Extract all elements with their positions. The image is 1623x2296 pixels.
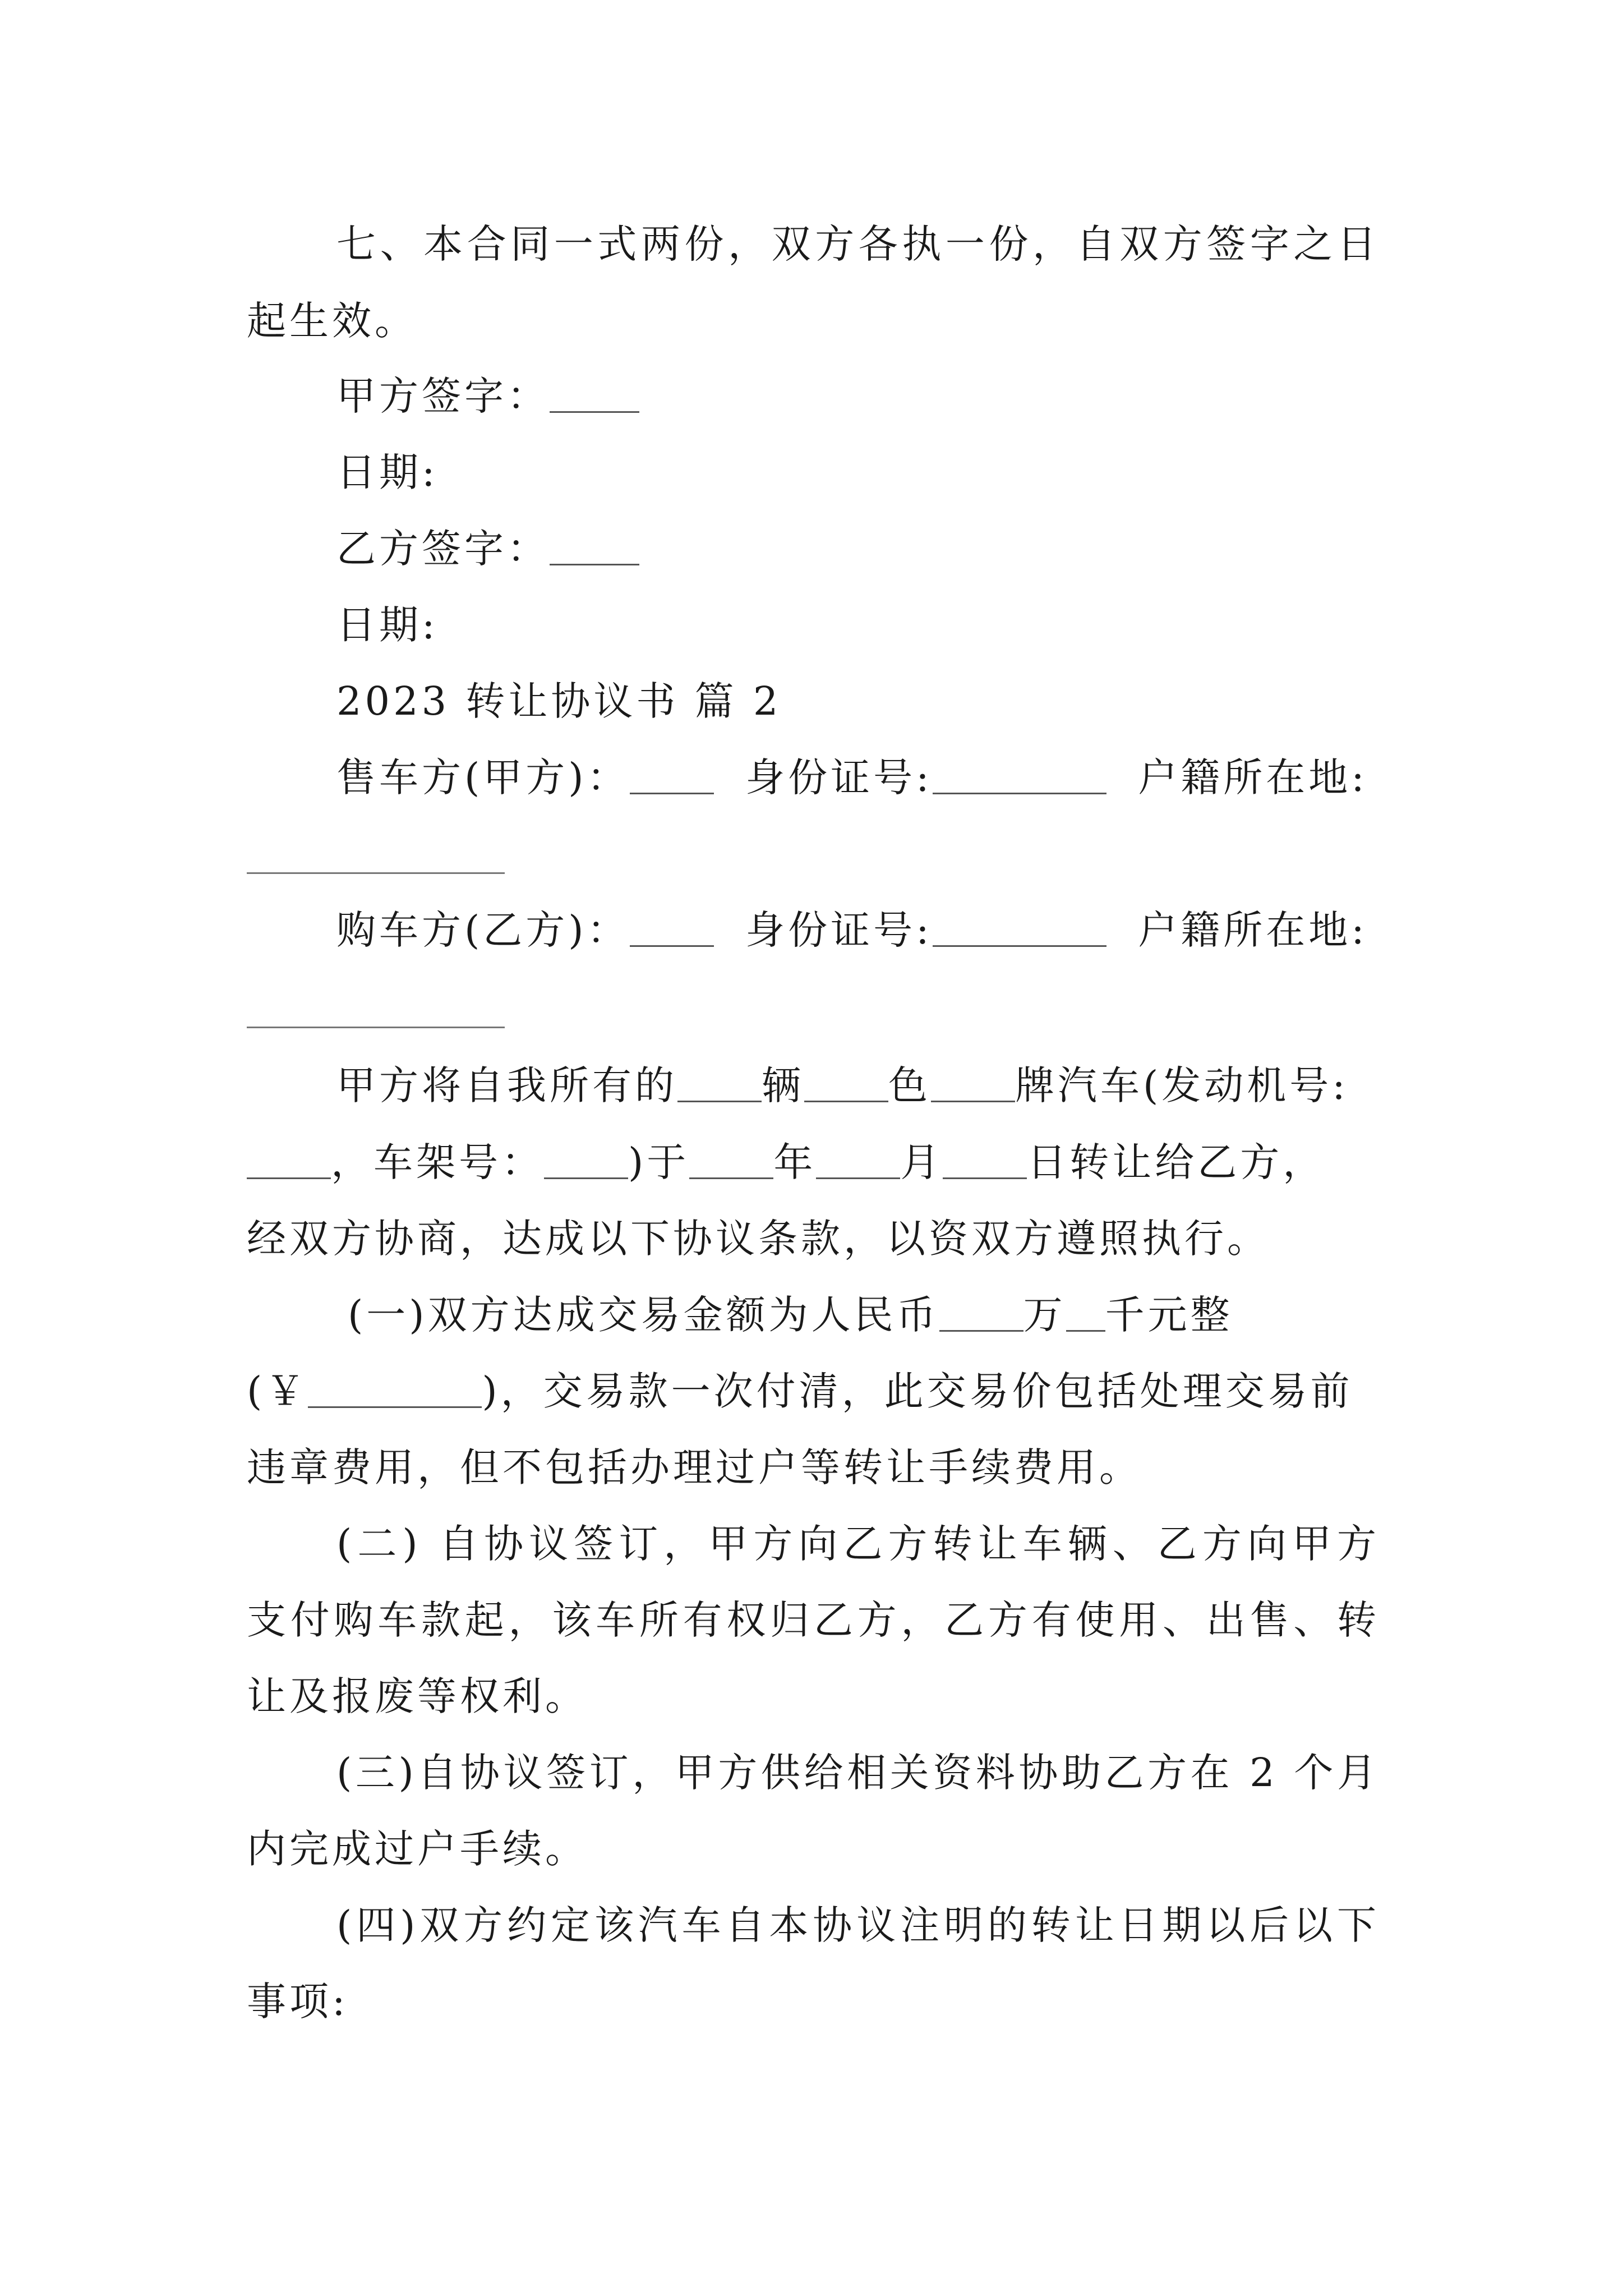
- vehicle-line-2: [247, 1134, 1325, 1190]
- qian-label: 千元整: [1105, 1292, 1233, 1338]
- seller-name-blank: [630, 753, 714, 794]
- year-blank: [689, 1138, 773, 1179]
- party-a-date-label: 日期:: [336, 449, 439, 495]
- buyer-id-label: 身份证号:: [745, 907, 933, 953]
- clause-4-line-2: 事项:: [247, 1978, 349, 2024]
- section-title: 2023 转让协议书 篇 2: [336, 678, 782, 724]
- party-b-signature-label: 乙方签字：: [336, 526, 550, 572]
- clause-3-line-1: (三)自协议签订，甲方供给相关资料协助乙方在 2 个月: [336, 1750, 1380, 1796]
- seller-residence-label: 户籍所在地:: [1138, 754, 1368, 800]
- amount-qian-blank: [1066, 1291, 1105, 1332]
- party-b-date-label: 日期:: [336, 602, 439, 648]
- clause-1-line-3: 违章费用，但不包括办理过户等转让手续费用。: [247, 1444, 1142, 1490]
- seller-id-blank: [933, 753, 1106, 794]
- vehicle-unit: 辆: [762, 1062, 804, 1108]
- seller-residence-blank: [247, 872, 505, 874]
- clause-1-text: (一)双方达成交易金额为人民币: [348, 1292, 939, 1338]
- vehicle-color-label: 色: [888, 1062, 931, 1108]
- seller-id-label: 身份证号:: [745, 754, 933, 800]
- frame-number-blank: [544, 1138, 628, 1179]
- clause-1-line-1: [348, 1287, 1233, 1343]
- amount-wan-blank: [939, 1291, 1023, 1332]
- month-label: 月: [900, 1139, 943, 1185]
- buyer-residence-label: 户籍所在地:: [1138, 907, 1368, 953]
- vehicle-brand-blank: [931, 1061, 1015, 1102]
- frame-number-label: ，车架号：: [331, 1139, 544, 1185]
- year-label: 年: [773, 1139, 817, 1185]
- vehicle-color-blank: [804, 1061, 888, 1102]
- agreement-intro: 经双方协商，达成以下协议条款，以资双方遵照执行。: [247, 1216, 1270, 1262]
- buyer-id-blank: [933, 906, 1106, 947]
- clause-2-line-1: (二) 自协议签订，甲方向乙方转让车辆、乙方向甲方: [336, 1521, 1380, 1567]
- party-b-signature-line: [336, 521, 639, 577]
- party-a-signature-blank: [550, 372, 639, 413]
- day-blank: [943, 1138, 1027, 1179]
- clause-1-line-2: [247, 1363, 1353, 1419]
- buyer-residence-blank: [247, 1027, 505, 1028]
- vehicle-count-blank: [677, 1061, 762, 1102]
- wan-label: 万: [1023, 1292, 1066, 1338]
- clause-7-line-1: 七、本合同一式两份，双方各执一份，自双方签字之日: [336, 221, 1380, 267]
- clause-1-text-2: )，交易款一次付清，此交易价包括处理交易前: [482, 1368, 1353, 1414]
- buyer-label: 购车方(乙方)：: [336, 907, 630, 953]
- buyer-info-line: [336, 902, 1368, 958]
- amount-number-blank: [308, 1367, 482, 1408]
- vehicle-line-1: [336, 1057, 1349, 1114]
- party-a-signature-line: [336, 368, 639, 424]
- seller-info-line: [336, 749, 1368, 806]
- yuan-symbol: (￥: [247, 1368, 308, 1414]
- month-blank: [816, 1138, 900, 1179]
- clause-4-line-1: (四)双方约定该汽车自本协议注明的转让日期以后以下: [336, 1902, 1380, 1948]
- clause-2-line-3: 让及报废等权利。: [247, 1673, 588, 1719]
- party-a-signature-label: 甲方签字：: [336, 373, 550, 419]
- clause-2-line-2: 支付购车款起，该车所有权归乙方，乙方有使用、出售、转: [247, 1597, 1380, 1643]
- seller-label: 售车方(甲方)：: [336, 754, 630, 800]
- transfer-to-label: 日转让给乙方，: [1027, 1139, 1326, 1185]
- vehicle-text-1: 甲方将自我所有的: [336, 1062, 677, 1108]
- transfer-on-label: )于: [628, 1139, 690, 1185]
- clause-3-line-2: 内完成过户手续。: [247, 1826, 588, 1872]
- engine-number-blank: [247, 1138, 331, 1179]
- buyer-name-blank: [630, 906, 714, 947]
- clause-7-line-2: 起生效。: [247, 298, 417, 344]
- vehicle-engine-label: 牌汽车(发动机号:: [1015, 1062, 1349, 1108]
- party-b-signature-blank: [550, 524, 639, 565]
